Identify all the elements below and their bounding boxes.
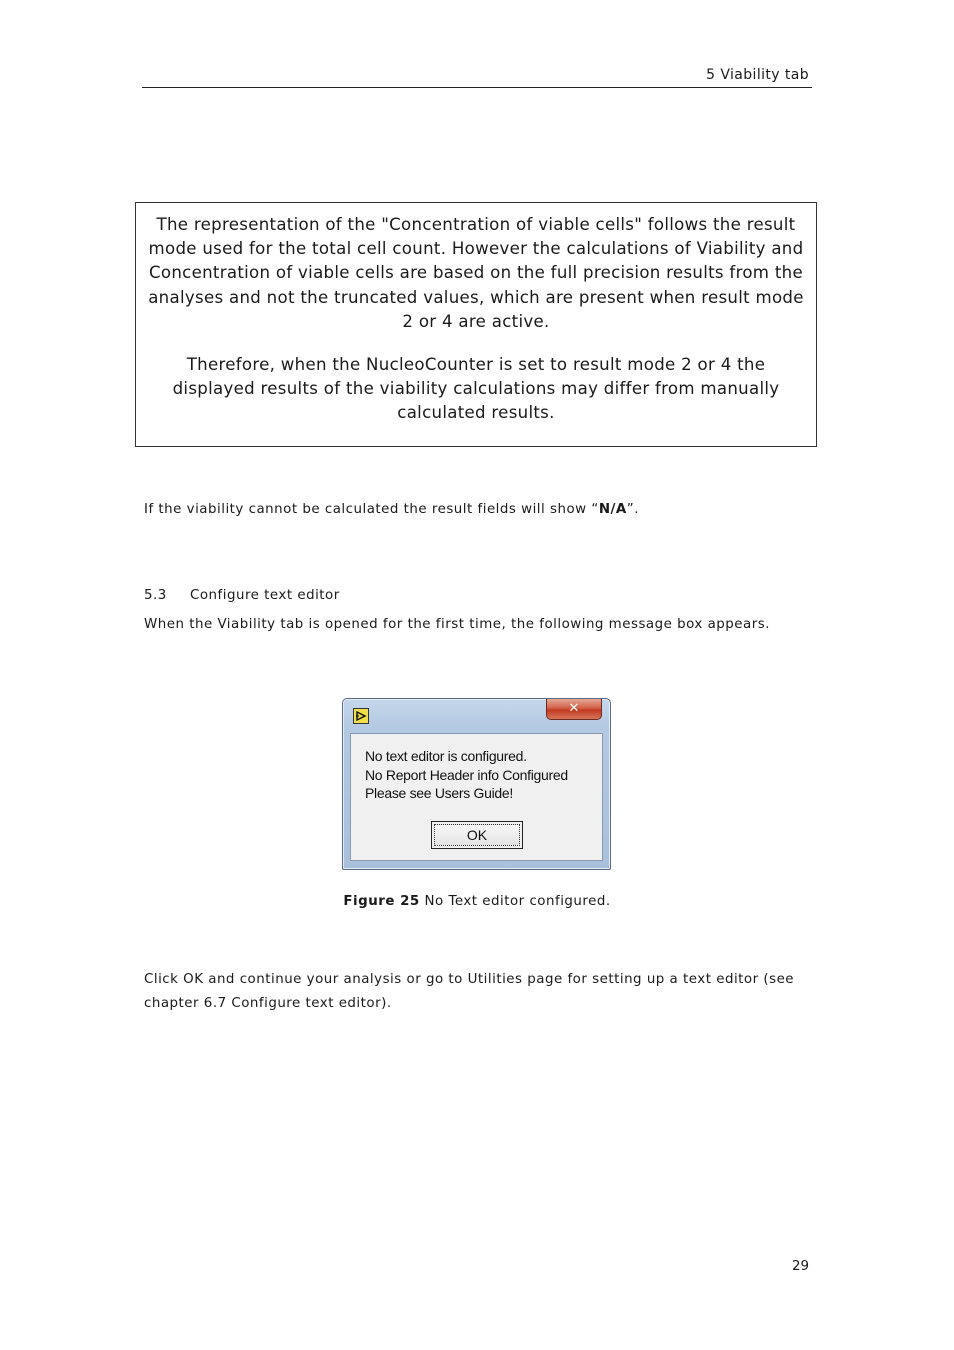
dialog-message-line-1: No text editor is configured.	[365, 748, 527, 764]
dialog-message-line-3: Please see Users Guide!	[365, 785, 513, 801]
figure-label: Figure 25	[343, 894, 420, 909]
figure-caption-text: No Text editor configured.	[419, 894, 611, 909]
dialog-message-line-2: No Report Header info Configured	[365, 766, 568, 783]
closing-paragraph	[144, 968, 814, 1016]
closing-line-1: Click OK and continue your analysis or go to Utilities page for setting up a text editor (see	[144, 972, 795, 987]
close-button[interactable]	[546, 699, 602, 720]
close-icon: ✕	[568, 701, 580, 716]
page-number: 29	[791, 1259, 809, 1274]
message-dialog	[342, 698, 611, 870]
ok-button-label: OK	[434, 824, 520, 846]
section-heading	[144, 584, 814, 608]
na-value: N/A	[598, 502, 627, 517]
na-text-before: If the viability cannot be calculated the result fields will show “	[144, 502, 599, 517]
figure-caption	[0, 894, 954, 909]
note-box	[135, 202, 817, 447]
labview-app-icon	[353, 708, 369, 724]
na-text-after: ”.	[626, 502, 639, 517]
running-header: 5 Viability tab	[706, 67, 809, 83]
na-paragraph	[144, 498, 814, 522]
note-paragraph-2: Therefore, when the NucleoCounter is set to result mode 2 or 4 the displayed results of the viability calculations may differ from manually calculated results.	[172, 355, 780, 423]
section-title: Configure text editor	[190, 588, 340, 603]
section-number: 5.3	[144, 588, 167, 603]
dialog-body	[350, 733, 603, 861]
dialog-message	[365, 747, 568, 803]
note-paragraph-1: The representation of the "Concentration of viable cells" follows the result mode used for the total cell count. However the calculations of Viability and Concentration of viable cells are based on the full precision results from the analyses and not the truncated values, which are present when result mode 2 or 4 are active.	[148, 215, 804, 331]
section-intro: When the Viability tab is opened for the first time, the following message box appears.	[144, 617, 770, 632]
closing-line-2: chapter 6.7 Configure text editor).	[144, 996, 392, 1011]
ok-button[interactable]	[431, 821, 523, 849]
header-rule	[142, 87, 812, 88]
